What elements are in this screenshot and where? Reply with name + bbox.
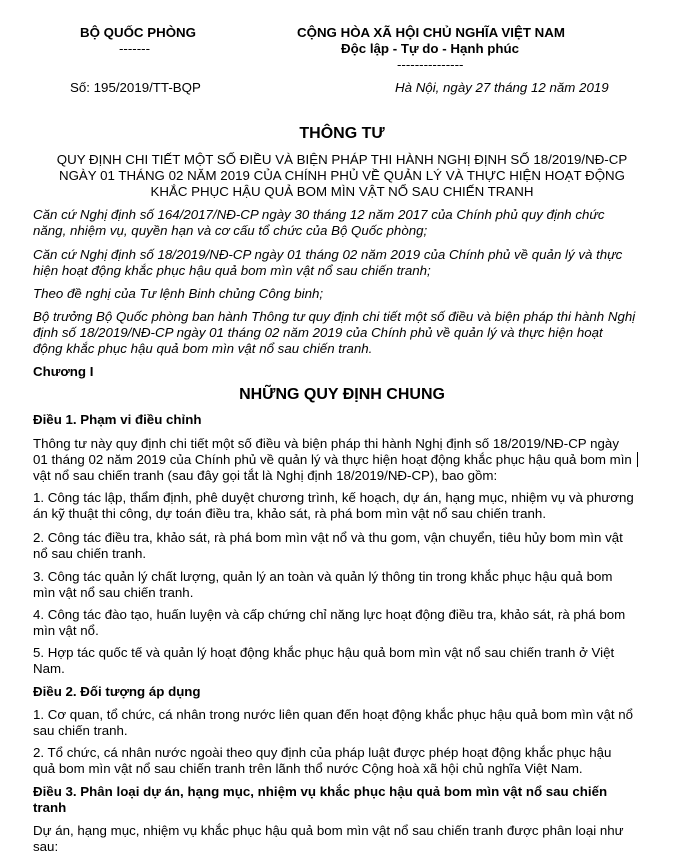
subject-line-3: KHẮC PHỤC HẬU QUẢ BOM MÌN VẬT NỔ SAU CHIẾN TRANH	[150, 184, 534, 199]
preamble-1-line-1: Căn cứ Nghị định số 164/2017/NĐ-CP ngày 30 tháng 12 năm 2017 của Chính phủ quy định chức	[33, 207, 605, 222]
article-3-heading-line-2: tranh	[33, 800, 67, 815]
article-1-item-2-line-2: nổ sau chiến tranh.	[33, 546, 147, 561]
motto-rule: ---------------	[397, 57, 464, 72]
preamble-2-line-1: Căn cứ Nghị định số 18/2019/NĐ-CP ngày 01 tháng 02 năm 2019 của Chính phủ về quản lý và thực	[33, 247, 623, 262]
national-motto: Độc lập - Tự do - Hạnh phúc	[341, 41, 520, 56]
article-1-item-5-line-1: 5. Hợp tác quốc tế và quản lý hoạt động khắc phục hậu quả bom mìn vật nổ sau chiến tranh ở Việt	[33, 645, 615, 660]
article-1-item-3-line-1: 3. Công tác quản lý chất lượng, quản lý an toàn và quản lý thông tin trong khắc phục hậu quả bom	[33, 569, 613, 584]
article-3-heading-line-1: Điều 3. Phân loại dự án, hạng mục, nhiệm vụ khắc phục hậu quả bom mìn vật nổ sau chiến	[33, 784, 608, 799]
chapter-label: Chương I	[33, 364, 94, 379]
preamble-2-line-2: hiện hoạt động khắc phục hậu quả bom mìn vật nổ sau chiến tranh;	[33, 263, 431, 278]
document-type: THÔNG TƯ	[299, 125, 385, 142]
article-1-intro-line-2: 01 tháng 02 năm 2019 của Chính phủ về quản lý và thực hiện hoạt động khắc phục hậu quả bom mìn	[33, 452, 632, 467]
ministry-rule: -------	[119, 41, 150, 56]
article-1-intro-line-3: vật nổ sau chiến tranh (sau đây gọi tắt là Nghị định 18/2019/NĐ-CP), bao gồm:	[33, 468, 498, 483]
article-1-item-2-line-1: 2. Công tác điều tra, khảo sát, rà phá bom mìn vật nổ và thu gom, vận chuyển, tiêu hủy bom mìn vật	[33, 530, 623, 545]
article-2-item-2-line-2: quả bom mìn vật nổ sau chiến tranh trên lãnh thổ nước Cộng hoà xã hội chủ nghĩa Việt Nam.	[33, 761, 583, 776]
article-1-item-4-line-1: 4. Công tác đào tạo, huấn luyện và cấp chứng chỉ năng lực hoạt động điều tra, khảo sát, rà phá bom	[33, 607, 626, 622]
article-1-intro-line-1: Thông tư này quy định chi tiết một số điều và biện pháp thi hành Nghị định số 18/2019/NĐ-CP ngày	[33, 436, 619, 451]
place-and-date: Hà Nội, ngày 27 tháng 12 năm 2019	[395, 80, 609, 95]
preamble-1-line-2: năng, nhiệm vụ, quyền hạn và cơ cấu tổ chức của Bộ Quốc phòng;	[33, 223, 428, 238]
text-cursor	[637, 452, 638, 467]
article-2-heading: Điều 2. Đối tượng áp dụng	[33, 684, 201, 699]
preamble-3-line-1: Theo đề nghị của Tư lệnh Binh chủng Công binh;	[33, 286, 324, 301]
document-number: Số: 195/2019/TT-BQP	[70, 80, 201, 95]
article-1-item-4-line-2: mìn vật nổ.	[33, 623, 99, 638]
preamble-4-line-3: động khắc phục hậu quả bom mìn vật nổ sau chiến tranh.	[33, 341, 373, 356]
article-2-item-2-line-1: 2. Tổ chức, cá nhân nước ngoài theo quy định của pháp luật được phép hoạt động khắc phục hậu	[33, 745, 612, 760]
article-1-heading: Điều 1. Phạm vi điều chỉnh	[33, 412, 202, 427]
subject-line-1: QUY ĐỊNH CHI TIẾT MỘT SỐ ĐIỀU VÀ BIỆN PHÁP THI HÀNH NGHỊ ĐỊNH SỐ 18/2019/NĐ-CP	[56, 152, 628, 167]
chapter-title: NHỮNG QUY ĐỊNH CHUNG	[239, 386, 445, 403]
preamble-4-line-1: Bộ trưởng Bộ Quốc phòng ban hành Thông tư quy định chi tiết một số điều và biện pháp thi hành Nghị	[33, 309, 636, 324]
article-1-item-5-line-2: Nam.	[33, 661, 65, 676]
article-1-item-1-line-1: 1. Công tác lập, thẩm định, phê duyệt chương trình, kế hoạch, dự án, hạng mục, nhiệm vụ và phương	[33, 490, 634, 505]
preamble-4-line-2: định số 18/2019/NĐ-CP ngày 01 tháng 02 năm 2019 của Chính phủ về quản lý và thực hiện hoạt	[33, 325, 603, 340]
subject-line-2: NGÀY 01 THÁNG 02 NĂM 2019 CỦA CHÍNH PHỦ VỀ QUẢN LÝ VÀ THỰC HIỆN HOẠT ĐỘNG	[58, 168, 626, 183]
article-3-intro-line-1: Dự án, hạng mục, nhiệm vụ khắc phục hậu quả bom mìn vật nổ sau chiến tranh được phân loại như	[33, 823, 624, 838]
article-3-intro-line-2: sau:	[33, 839, 59, 854]
article-1-item-3-line-2: mìn vật nổ sau chiến tranh.	[33, 585, 194, 600]
republic-name: CỘNG HÒA XÃ HỘI CHỦ NGHĨA VIỆT NAM	[297, 25, 565, 40]
article-2-item-1-line-2: sau chiến tranh.	[33, 723, 128, 738]
article-1-item-1-line-2: án kỹ thuật thi công, dự toán điều tra, khảo sát, rà phá bom mìn vật nổ sau chiến tranh.	[33, 506, 547, 521]
ministry-name: BỘ QUỐC PHÒNG	[80, 25, 196, 40]
article-2-item-1-line-1: 1. Cơ quan, tổ chức, cá nhân trong nước liên quan đến hoạt động khắc phục hậu quả bom mìn vật nổ	[33, 707, 634, 722]
